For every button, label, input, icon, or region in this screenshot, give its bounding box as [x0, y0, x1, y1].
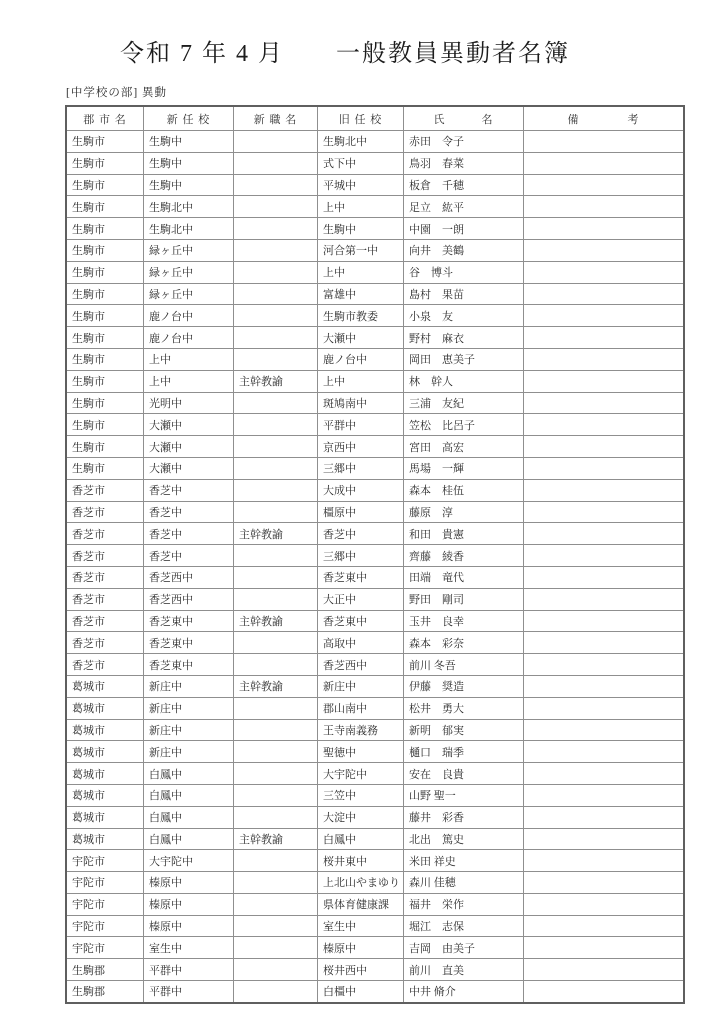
- cell-new-title: [234, 588, 318, 610]
- table-row: [66, 828, 684, 850]
- cell-old-school: 大淀中: [318, 806, 404, 828]
- cell-district: 葛城市: [66, 828, 144, 850]
- cell-district: 生駒市: [66, 239, 144, 261]
- cell-new-title: [234, 174, 318, 196]
- cell-old-school: 聖徳中: [318, 741, 404, 763]
- cell-district: 香芝市: [66, 523, 144, 545]
- cell-new-school: 光明中: [144, 392, 234, 414]
- cell-new-title: [234, 545, 318, 567]
- cell-new-school: 榛原中: [144, 893, 234, 915]
- cell-new-school: 室生中: [144, 937, 234, 959]
- cell-district: 宇陀市: [66, 915, 144, 937]
- table-row: [66, 872, 684, 894]
- cell-old-school: 式下中: [318, 152, 404, 174]
- cell-district: 葛城市: [66, 697, 144, 719]
- table-row: [66, 741, 684, 763]
- cell-old-school: 桜井西中: [318, 959, 404, 981]
- cell-remarks: [524, 981, 685, 1003]
- table-row: [66, 131, 684, 153]
- cell-remarks: [524, 348, 685, 370]
- cell-old-school: 香芝西中: [318, 654, 404, 676]
- cell-remarks: [524, 632, 685, 654]
- table-row: [66, 305, 684, 327]
- cell-district: 生駒市: [66, 457, 144, 479]
- cell-district: 生駒市: [66, 305, 144, 327]
- cell-old-school: 上北山やまゆり: [318, 872, 404, 894]
- cell-new-title: [234, 719, 318, 741]
- cell-teacher-name: 中井 脩介: [404, 981, 524, 1003]
- cell-new-school: 新庄中: [144, 719, 234, 741]
- cell-new-school: 大宇陀中: [144, 850, 234, 872]
- table-row: [66, 479, 684, 501]
- cell-remarks: [524, 131, 685, 153]
- cell-old-school: 桜井東中: [318, 850, 404, 872]
- cell-new-title: [234, 436, 318, 458]
- cell-remarks: [524, 370, 685, 392]
- cell-old-school: 白橿中: [318, 981, 404, 1003]
- cell-old-school: 平城中: [318, 174, 404, 196]
- cell-district: 香芝市: [66, 479, 144, 501]
- table-row: [66, 893, 684, 915]
- cell-new-school: 白鳳中: [144, 784, 234, 806]
- table-row: [66, 523, 684, 545]
- cell-teacher-name: 山野 聖一: [404, 784, 524, 806]
- column-header-district: 郡 市 名: [66, 106, 144, 131]
- cell-old-school: 河合第一中: [318, 239, 404, 261]
- cell-remarks: [524, 239, 685, 261]
- cell-teacher-name: 赤田 令子: [404, 131, 524, 153]
- cell-new-title: [234, 566, 318, 588]
- table-row: [66, 327, 684, 349]
- cell-old-school: 大成中: [318, 479, 404, 501]
- cell-old-school: 香芝中: [318, 523, 404, 545]
- cell-new-title: [234, 196, 318, 218]
- cell-remarks: [524, 457, 685, 479]
- cell-new-school: 緑ヶ丘中: [144, 283, 234, 305]
- cell-district: 葛城市: [66, 763, 144, 785]
- cell-remarks: [524, 937, 685, 959]
- cell-teacher-name: 福井 栄作: [404, 893, 524, 915]
- header-row: [66, 106, 684, 131]
- cell-new-school: 白鳳中: [144, 828, 234, 850]
- cell-new-title: [234, 915, 318, 937]
- cell-district: 生駒市: [66, 436, 144, 458]
- cell-new-school: 上中: [144, 370, 234, 392]
- cell-teacher-name: 齊藤 綾香: [404, 545, 524, 567]
- cell-remarks: [524, 218, 685, 240]
- cell-new-title: [234, 697, 318, 719]
- table-row: [66, 261, 684, 283]
- cell-remarks: [524, 545, 685, 567]
- cell-teacher-name: 玉井 良幸: [404, 610, 524, 632]
- cell-district: 生駒郡: [66, 981, 144, 1003]
- transfer-roster-table: [65, 105, 685, 1004]
- cell-remarks: [524, 719, 685, 741]
- cell-new-school: 新庄中: [144, 697, 234, 719]
- cell-new-school: 香芝西中: [144, 588, 234, 610]
- table-row: [66, 566, 684, 588]
- cell-teacher-name: 樋口 瑞季: [404, 741, 524, 763]
- cell-remarks: [524, 893, 685, 915]
- cell-new-title: [234, 501, 318, 523]
- table-row: [66, 719, 684, 741]
- cell-teacher-name: 岡田 恵美子: [404, 348, 524, 370]
- cell-district: 宇陀市: [66, 872, 144, 894]
- cell-old-school: 平群中: [318, 414, 404, 436]
- cell-remarks: [524, 196, 685, 218]
- cell-new-school: 生駒中: [144, 174, 234, 196]
- cell-new-title: [234, 261, 318, 283]
- cell-teacher-name: 中園 一朗: [404, 218, 524, 240]
- cell-new-school: 香芝西中: [144, 566, 234, 588]
- cell-old-school: 三郷中: [318, 545, 404, 567]
- cell-remarks: [524, 654, 685, 676]
- cell-teacher-name: 谷 博斗: [404, 261, 524, 283]
- table-row: [66, 196, 684, 218]
- section-label: [中学校の部] 異動: [66, 87, 168, 99]
- cell-new-school: 上中: [144, 348, 234, 370]
- cell-district: 生駒市: [66, 327, 144, 349]
- cell-teacher-name: 宮田 高宏: [404, 436, 524, 458]
- cell-district: 香芝市: [66, 588, 144, 610]
- cell-new-title: [234, 872, 318, 894]
- cell-old-school: 大宇陀中: [318, 763, 404, 785]
- cell-new-title: [234, 806, 318, 828]
- cell-old-school: 新庄中: [318, 675, 404, 697]
- cell-teacher-name: 前川 直美: [404, 959, 524, 981]
- cell-district: 生駒市: [66, 392, 144, 414]
- cell-district: 生駒市: [66, 131, 144, 153]
- cell-remarks: [524, 806, 685, 828]
- column-header-new-title: 新 職 名: [234, 106, 318, 131]
- cell-new-school: 白鳳中: [144, 806, 234, 828]
- cell-remarks: [524, 872, 685, 894]
- cell-new-school: 平群中: [144, 981, 234, 1003]
- cell-teacher-name: 吉岡 由美子: [404, 937, 524, 959]
- cell-new-title: 主幹教諭: [234, 675, 318, 697]
- cell-old-school: 橿原中: [318, 501, 404, 523]
- cell-new-title: [234, 937, 318, 959]
- table-row: [66, 370, 684, 392]
- cell-teacher-name: 板倉 千穂: [404, 174, 524, 196]
- table-header: [66, 106, 684, 131]
- table-row: [66, 850, 684, 872]
- column-header-remarks: 備 考: [524, 106, 685, 131]
- table-row: [66, 697, 684, 719]
- table-row: [66, 763, 684, 785]
- cell-new-title: [234, 392, 318, 414]
- cell-teacher-name: 米田 祥史: [404, 850, 524, 872]
- cell-remarks: [524, 479, 685, 501]
- cell-new-title: [234, 632, 318, 654]
- page-title: 令和 7 年 4 月 一般教員異動者名簿: [120, 41, 570, 67]
- table-row: [66, 283, 684, 305]
- cell-teacher-name: 足立 紘平: [404, 196, 524, 218]
- cell-district: 香芝市: [66, 654, 144, 676]
- cell-teacher-name: 藤井 彩香: [404, 806, 524, 828]
- table-row: [66, 436, 684, 458]
- cell-district: 葛城市: [66, 719, 144, 741]
- cell-new-title: [234, 981, 318, 1003]
- cell-teacher-name: 島村 果苗: [404, 283, 524, 305]
- cell-new-school: 鹿ノ台中: [144, 327, 234, 349]
- cell-district: 生駒市: [66, 370, 144, 392]
- table-row: [66, 675, 684, 697]
- cell-new-school: 榛原中: [144, 915, 234, 937]
- cell-old-school: 生駒北中: [318, 131, 404, 153]
- cell-teacher-name: 田端 竜代: [404, 566, 524, 588]
- cell-teacher-name: 森本 彩奈: [404, 632, 524, 654]
- cell-remarks: [524, 588, 685, 610]
- cell-new-title: [234, 414, 318, 436]
- cell-remarks: [524, 566, 685, 588]
- cell-new-school: 白鳳中: [144, 763, 234, 785]
- table-row: [66, 348, 684, 370]
- cell-new-school: 鹿ノ台中: [144, 305, 234, 327]
- cell-old-school: 斑鳩南中: [318, 392, 404, 414]
- cell-remarks: [524, 784, 685, 806]
- cell-new-school: 生駒中: [144, 152, 234, 174]
- cell-old-school: 県体育健康課: [318, 893, 404, 915]
- table-row: [66, 414, 684, 436]
- cell-old-school: 上中: [318, 261, 404, 283]
- table-row: [66, 654, 684, 676]
- cell-old-school: 郡山南中: [318, 697, 404, 719]
- cell-teacher-name: 森川 佳穂: [404, 872, 524, 894]
- cell-remarks: [524, 610, 685, 632]
- table-row: [66, 806, 684, 828]
- cell-district: 宇陀市: [66, 893, 144, 915]
- table-row: [66, 959, 684, 981]
- table-body: [66, 131, 684, 1003]
- cell-old-school: 大瀬中: [318, 327, 404, 349]
- cell-new-title: [234, 741, 318, 763]
- cell-teacher-name: 小泉 友: [404, 305, 524, 327]
- cell-new-school: 大瀬中: [144, 414, 234, 436]
- cell-remarks: [524, 436, 685, 458]
- cell-new-title: [234, 239, 318, 261]
- table-row: [66, 915, 684, 937]
- cell-new-school: 榛原中: [144, 872, 234, 894]
- cell-district: 宇陀市: [66, 937, 144, 959]
- cell-district: 葛城市: [66, 806, 144, 828]
- cell-new-title: [234, 152, 318, 174]
- table-row: [66, 457, 684, 479]
- cell-district: 香芝市: [66, 566, 144, 588]
- cell-teacher-name: 森本 桂伍: [404, 479, 524, 501]
- cell-new-title: [234, 763, 318, 785]
- cell-old-school: 生駒中: [318, 218, 404, 240]
- cell-remarks: [524, 305, 685, 327]
- table-row: [66, 218, 684, 240]
- cell-remarks: [524, 283, 685, 305]
- cell-new-school: 平群中: [144, 959, 234, 981]
- cell-teacher-name: 向井 美鶴: [404, 239, 524, 261]
- cell-old-school: 三郷中: [318, 457, 404, 479]
- cell-new-school: 香芝中: [144, 501, 234, 523]
- cell-new-school: 新庄中: [144, 675, 234, 697]
- table-row: [66, 784, 684, 806]
- cell-district: 生駒市: [66, 414, 144, 436]
- cell-teacher-name: 和田 貴憲: [404, 523, 524, 545]
- cell-new-school: 新庄中: [144, 741, 234, 763]
- cell-new-title: 主幹教諭: [234, 523, 318, 545]
- cell-district: 生駒郡: [66, 959, 144, 981]
- cell-district: 香芝市: [66, 501, 144, 523]
- cell-teacher-name: 鳥羽 春菜: [404, 152, 524, 174]
- cell-district: 香芝市: [66, 545, 144, 567]
- cell-new-school: 緑ヶ丘中: [144, 261, 234, 283]
- cell-district: 葛城市: [66, 675, 144, 697]
- cell-remarks: [524, 174, 685, 196]
- cell-new-school: 生駒北中: [144, 196, 234, 218]
- table-row: [66, 545, 684, 567]
- cell-district: 生駒市: [66, 283, 144, 305]
- cell-old-school: 香芝東中: [318, 566, 404, 588]
- cell-new-title: 主幹教諭: [234, 370, 318, 392]
- cell-new-title: [234, 348, 318, 370]
- cell-old-school: 上中: [318, 196, 404, 218]
- cell-old-school: 高取中: [318, 632, 404, 654]
- cell-district: 香芝市: [66, 610, 144, 632]
- cell-teacher-name: 伊藤 奨造: [404, 675, 524, 697]
- cell-teacher-name: 野田 剛司: [404, 588, 524, 610]
- cell-teacher-name: 前川 冬吾: [404, 654, 524, 676]
- cell-new-school: 大瀬中: [144, 457, 234, 479]
- cell-old-school: 王寺南義務: [318, 719, 404, 741]
- cell-teacher-name: 藤原 淳: [404, 501, 524, 523]
- column-header-new-school: 新 任 校: [144, 106, 234, 131]
- cell-district: 生駒市: [66, 196, 144, 218]
- cell-teacher-name: 野村 麻衣: [404, 327, 524, 349]
- cell-remarks: [524, 741, 685, 763]
- column-header-old-school: 旧 任 校: [318, 106, 404, 131]
- cell-old-school: 生駒市教委: [318, 305, 404, 327]
- cell-remarks: [524, 392, 685, 414]
- cell-new-title: 主幹教諭: [234, 828, 318, 850]
- cell-remarks: [524, 763, 685, 785]
- cell-new-title: [234, 654, 318, 676]
- cell-new-title: [234, 327, 318, 349]
- cell-new-title: [234, 784, 318, 806]
- cell-remarks: [524, 675, 685, 697]
- table-row: [66, 610, 684, 632]
- cell-new-school: 香芝東中: [144, 610, 234, 632]
- cell-new-title: [234, 305, 318, 327]
- cell-remarks: [524, 850, 685, 872]
- cell-new-school: 大瀬中: [144, 436, 234, 458]
- cell-remarks: [524, 523, 685, 545]
- cell-new-title: [234, 959, 318, 981]
- table-row: [66, 588, 684, 610]
- table-row: [66, 392, 684, 414]
- cell-new-title: [234, 218, 318, 240]
- cell-new-title: [234, 457, 318, 479]
- cell-remarks: [524, 959, 685, 981]
- cell-new-school: 香芝東中: [144, 632, 234, 654]
- cell-remarks: [524, 697, 685, 719]
- cell-old-school: 京西中: [318, 436, 404, 458]
- cell-teacher-name: 馬場 一輝: [404, 457, 524, 479]
- cell-remarks: [524, 915, 685, 937]
- cell-teacher-name: 北出 篤史: [404, 828, 524, 850]
- cell-new-title: [234, 131, 318, 153]
- cell-remarks: [524, 261, 685, 283]
- cell-old-school: 上中: [318, 370, 404, 392]
- cell-old-school: 白鳳中: [318, 828, 404, 850]
- cell-new-title: [234, 893, 318, 915]
- column-header-teacher-name: 氏 名: [404, 106, 524, 131]
- cell-teacher-name: 堀江 志保: [404, 915, 524, 937]
- cell-teacher-name: 松井 勇大: [404, 697, 524, 719]
- cell-teacher-name: 三浦 友紀: [404, 392, 524, 414]
- cell-teacher-name: 新明 郁実: [404, 719, 524, 741]
- cell-district: 宇陀市: [66, 850, 144, 872]
- cell-new-school: 香芝中: [144, 523, 234, 545]
- cell-remarks: [524, 414, 685, 436]
- cell-district: 生駒市: [66, 152, 144, 174]
- cell-new-school: 緑ヶ丘中: [144, 239, 234, 261]
- cell-district: 生駒市: [66, 218, 144, 240]
- cell-new-title: [234, 283, 318, 305]
- cell-new-title: [234, 850, 318, 872]
- cell-teacher-name: 笠松 比呂子: [404, 414, 524, 436]
- cell-old-school: 室生中: [318, 915, 404, 937]
- table-row: [66, 174, 684, 196]
- table-row: [66, 239, 684, 261]
- cell-district: 葛城市: [66, 741, 144, 763]
- cell-district: 生駒市: [66, 174, 144, 196]
- table-row: [66, 632, 684, 654]
- table-row: [66, 937, 684, 959]
- cell-new-school: 香芝東中: [144, 654, 234, 676]
- cell-district: 生駒市: [66, 261, 144, 283]
- cell-remarks: [524, 501, 685, 523]
- cell-new-school: 生駒北中: [144, 218, 234, 240]
- cell-new-title: [234, 479, 318, 501]
- cell-teacher-name: 安在 良貴: [404, 763, 524, 785]
- cell-old-school: 大正中: [318, 588, 404, 610]
- cell-old-school: 榛原中: [318, 937, 404, 959]
- cell-old-school: 鹿ノ台中: [318, 348, 404, 370]
- cell-district: 生駒市: [66, 348, 144, 370]
- table-row: [66, 152, 684, 174]
- cell-new-title: 主幹教諭: [234, 610, 318, 632]
- cell-new-school: 香芝中: [144, 479, 234, 501]
- cell-old-school: 富雄中: [318, 283, 404, 305]
- cell-new-school: 香芝中: [144, 545, 234, 567]
- cell-remarks: [524, 327, 685, 349]
- cell-remarks: [524, 828, 685, 850]
- cell-district: 香芝市: [66, 632, 144, 654]
- table-row: [66, 981, 684, 1003]
- table-row: [66, 501, 684, 523]
- cell-new-school: 生駒中: [144, 131, 234, 153]
- cell-old-school: 三笠中: [318, 784, 404, 806]
- cell-district: 葛城市: [66, 784, 144, 806]
- cell-teacher-name: 林 幹人: [404, 370, 524, 392]
- cell-old-school: 香芝東中: [318, 610, 404, 632]
- cell-remarks: [524, 152, 685, 174]
